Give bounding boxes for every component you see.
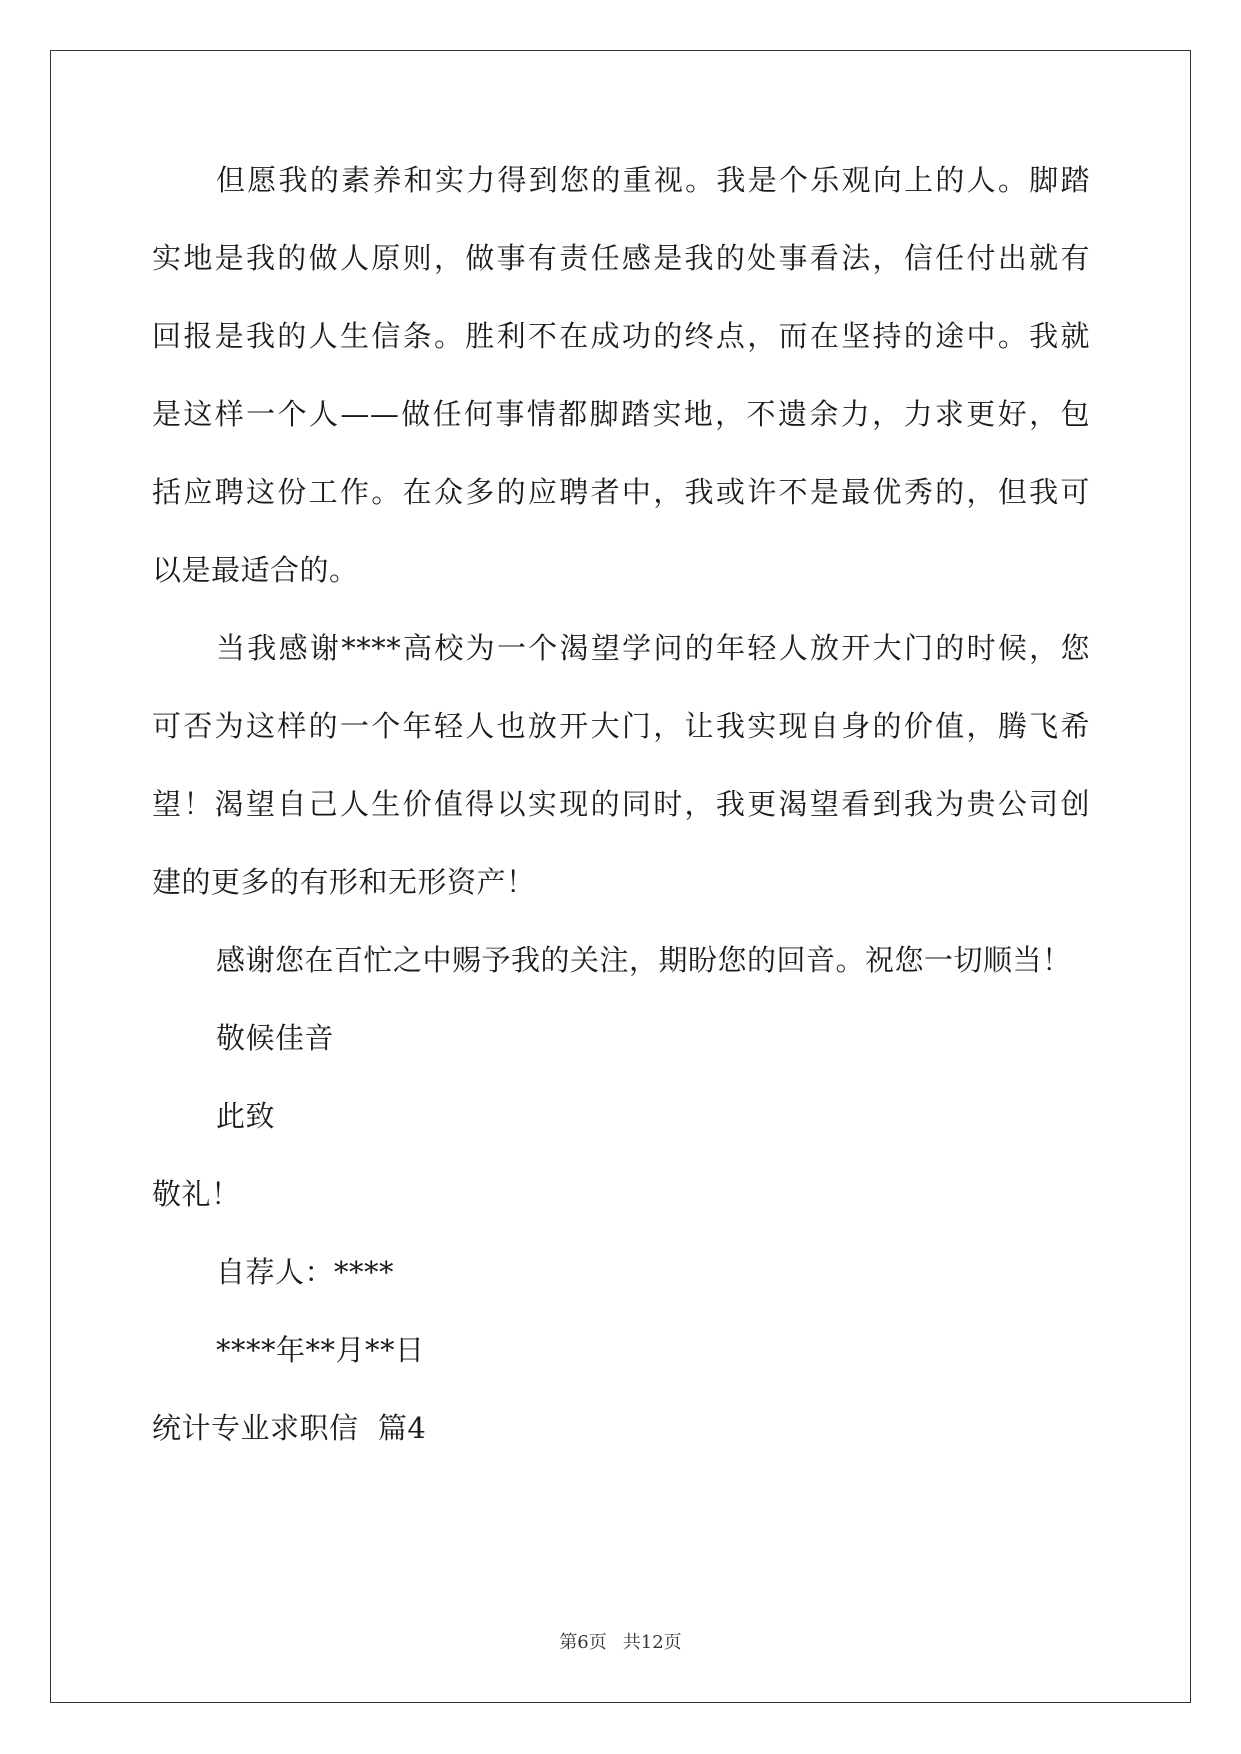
paragraph-line: 当我感谢****高校为一个渴望学问的年轻人放开大门的时候，您 — [216, 631, 1090, 665]
page-total: 共12页 — [622, 1632, 682, 1653]
paragraph-line: 是这样一个人——做任何事情都脚踏实地，不遗余力，力求更好，包 — [152, 397, 1090, 431]
paragraph-line: 回报是我的人生信条。胜利不在成功的终点，而在坚持的途中。我就 — [152, 319, 1090, 353]
date-line: ****年**月**日 — [216, 1333, 425, 1367]
paragraph-line: 以是最适合的。 — [152, 553, 359, 587]
page-number: 第6页 — [559, 1632, 607, 1653]
section-heading: 统计专业求职信 篇4 — [152, 1411, 427, 1445]
salutation-open: 此致 — [216, 1099, 276, 1133]
paragraph-line: 望！渴望自己人生价值得以实现的同时，我更渴望看到我为贵公司创 — [152, 787, 1090, 821]
signature-line: 自荐人：**** — [216, 1255, 395, 1289]
paragraph-line: 建的更多的有形和无形资产！ — [152, 865, 536, 899]
paragraph-line: 但愿我的素养和实力得到您的重视。我是个乐观向上的人。脚踏 — [216, 163, 1090, 197]
closing-paragraph: 感谢您在百忙之中赐予我的关注，期盼您的回音。祝您一切顺当！ — [216, 943, 1072, 977]
paragraph-line: 实地是我的做人原则，做事有责任感是我的处事看法，信任付出就有 — [152, 241, 1090, 275]
closing-phrase: 敬候佳音 — [216, 1021, 335, 1055]
paragraph-line: 可否为这样的一个年轻人也放开大门，让我实现自身的价值，腾飞希 — [152, 709, 1090, 743]
page-footer — [0, 1628, 1241, 1654]
salutation-close: 敬礼！ — [152, 1177, 241, 1211]
paragraph-line: 括应聘这份工作。在众多的应聘者中，我或许不是最优秀的，但我可 — [152, 475, 1090, 509]
